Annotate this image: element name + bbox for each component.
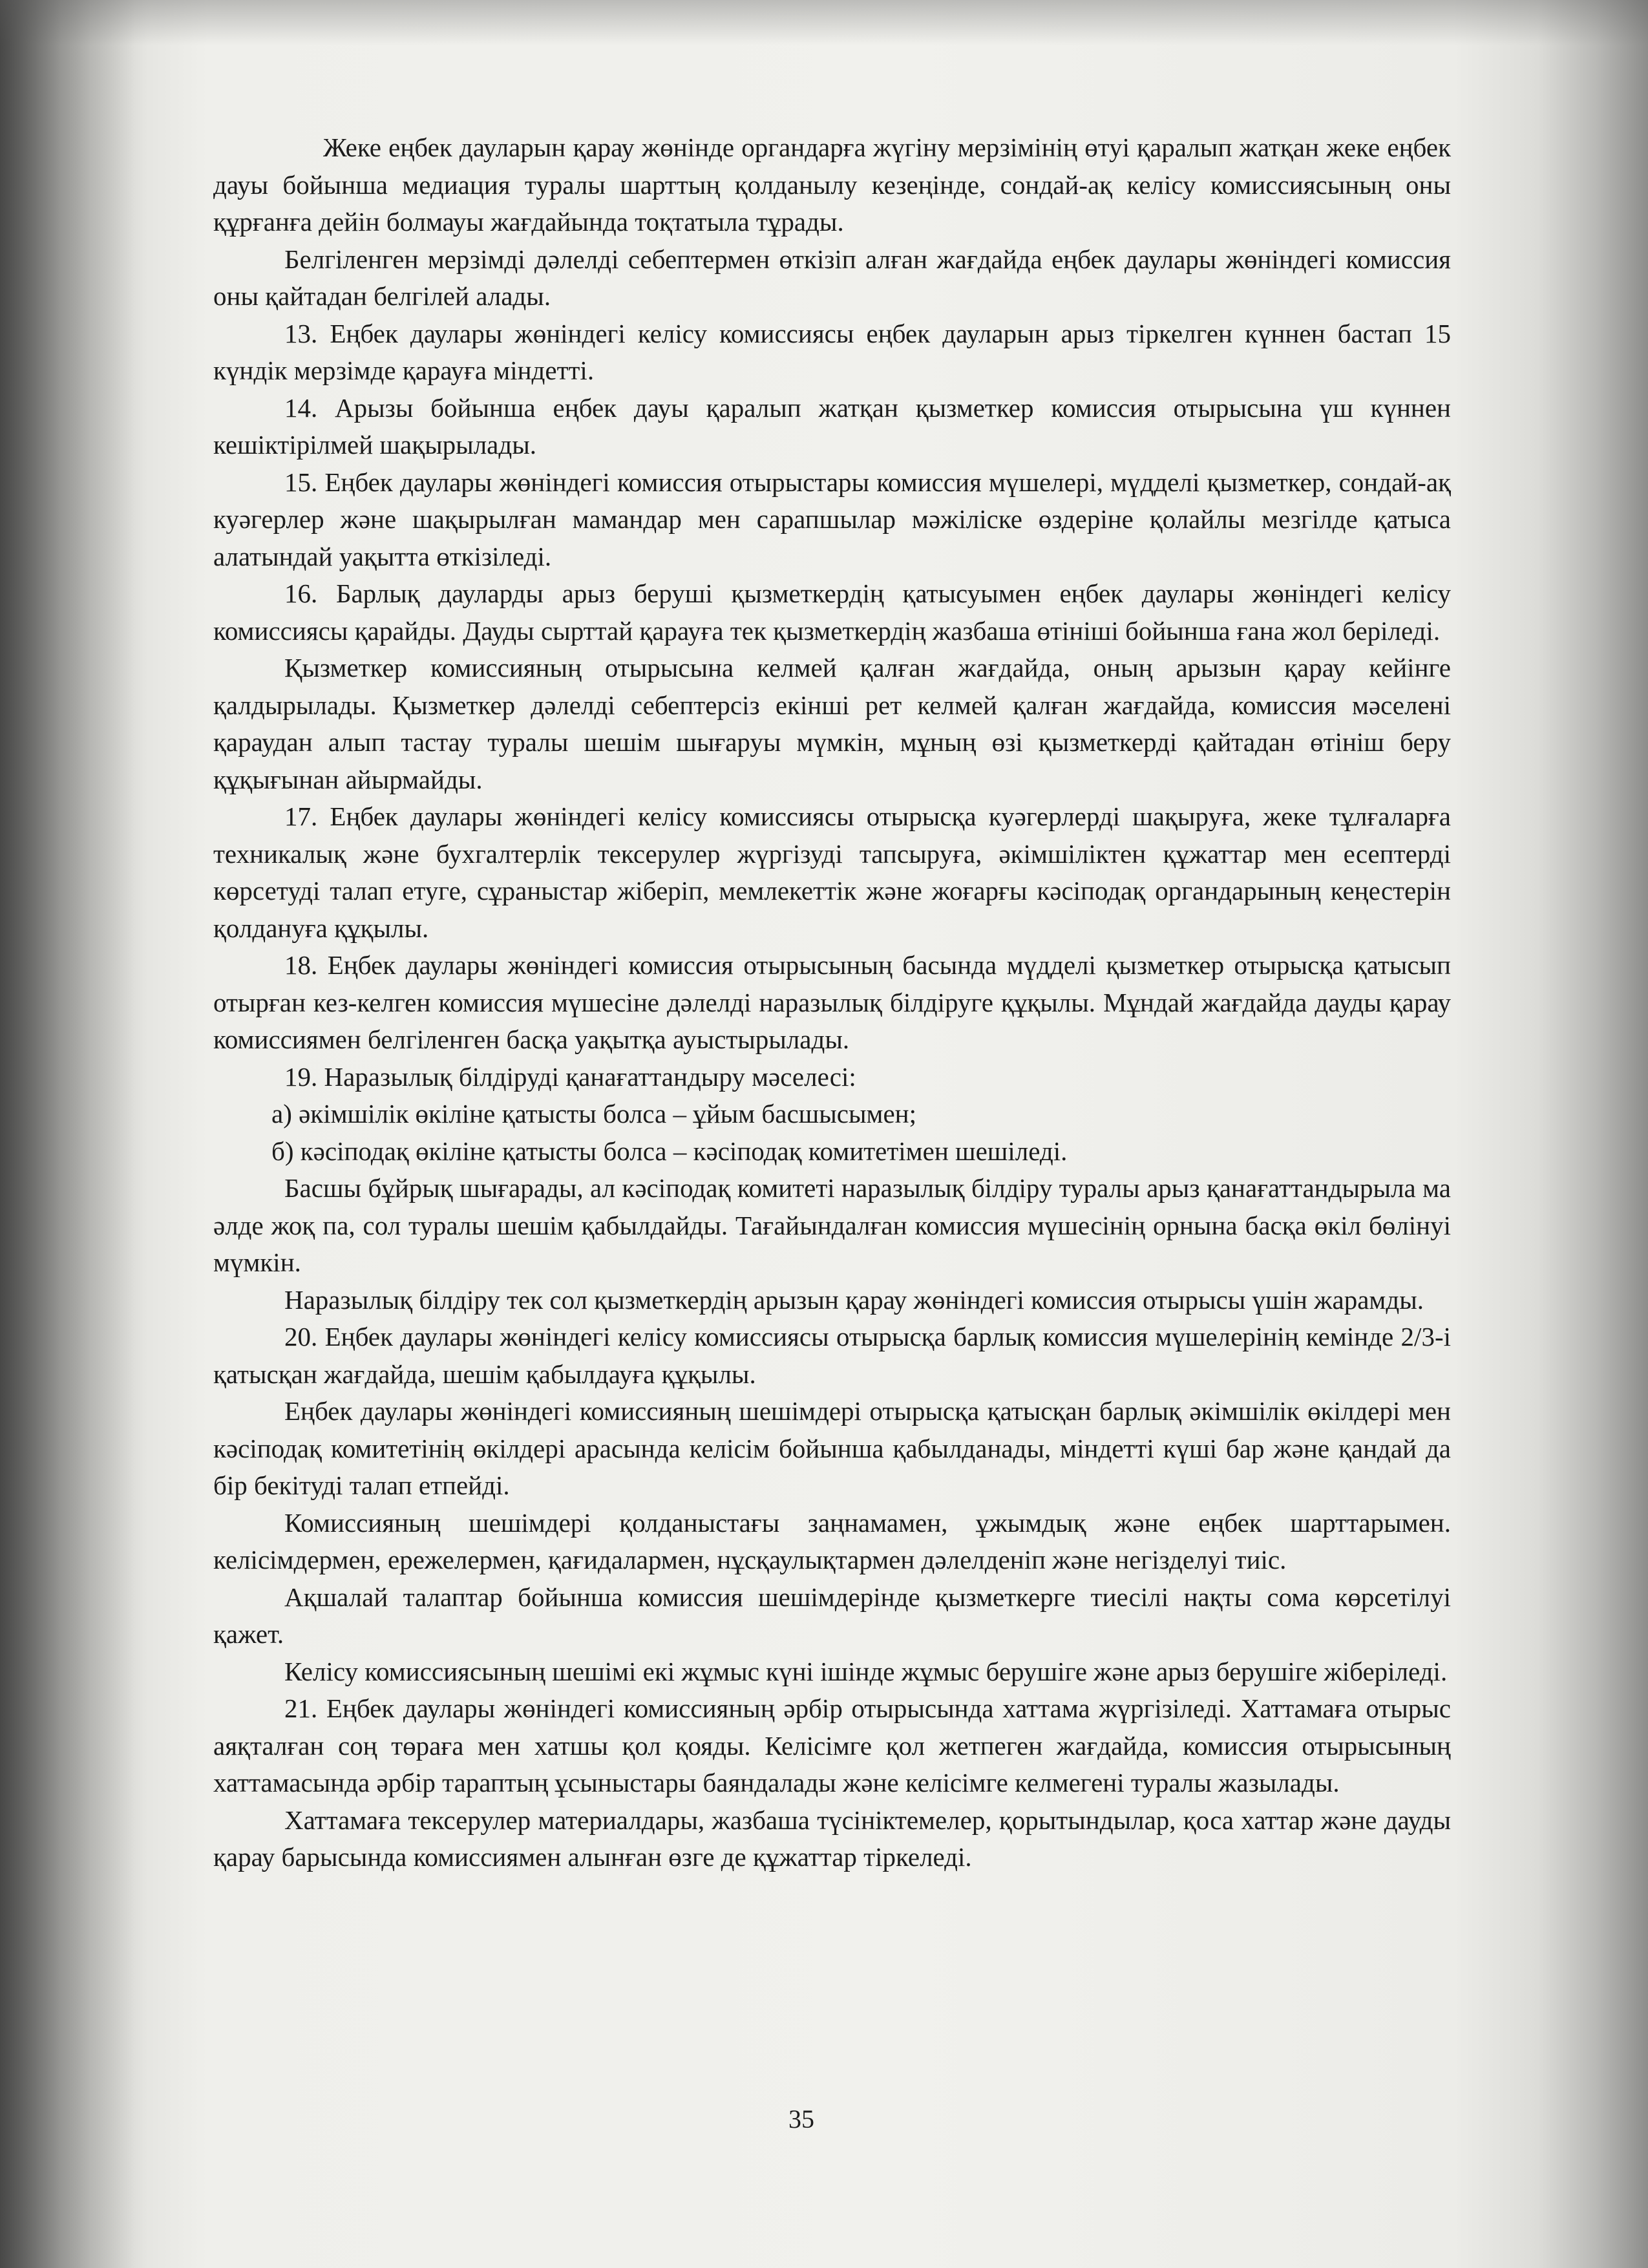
- top-edge-shadow: [0, 0, 1648, 45]
- paragraph: 16. Барлық дауларды арыз беруші қызметкердің қатысуымен еңбек даулары жөніндегі келісу комиссиясы қарайды. Дауды сырттай қарауға тек қызметкердің жазбаша өтініші бойынша ғана жол беріледі.: [213, 578, 1451, 646]
- paragraph: 15. Еңбек даулары жөніндегі комиссия отырыстары комиссия мүшелері, мүдделі қызметкер, сондай-ақ куәгерлер және шақырылған мамандар мен сарапшылар мәжіліске өздеріне қолайлы мезгілде қатыса алатындай уақытта өткізіледі.: [213, 467, 1451, 571]
- paragraph: Қызметкер комиссияның отырысына келмей қалған жағдайда, оның арызын қарау кейінге қалдырылады. Қызметкер дәлелді себептерсіз екінші рет келмей қалған жағдайда, комиссия мәселені қараудан алып тастау туралы шешім шығаруы мүмкін, мұның өзі қызметкерді қайтадан өтініш беру құқығынан айырмайды.: [213, 653, 1451, 794]
- paragraph: Белгіленген мерзімді дәлелді себептермен өткізіп алған жағдайда еңбек даулары жөніндегі комиссия оны қайтадан белгілей алады.: [213, 244, 1451, 311]
- list-item: а) әкімшілік өкіліне қатысты болса – ұйым басшысымен;: [271, 1099, 916, 1129]
- paragraph: 18. Еңбек даулары жөніндегі комиссия отырысының басында мүдделі қызметкер отырысқа қатысып отырған кез-келген комиссия мүшесіне дәлелді наразылық білдіруге құқылы. Мұндай жағдайда дауды қарау комиссиямен белгіленген басқа уақытқа ауыстырылады.: [213, 950, 1451, 1054]
- paragraph: 19. Наразылық білдіруді қанағаттандыру мәселесі:: [284, 1061, 856, 1092]
- paragraph: Ақшалай талаптар бойынша комиссия шешімдерінде қызметкерге тиесілі нақты сома көрсетілуі қажет.: [213, 1582, 1451, 1649]
- paragraph: Наразылық білдіру тек сол қызметкердің арызын қарау жөніндегі комиссия отырысы үшін жарамды.: [284, 1284, 1424, 1315]
- paragraph: Басшы бұйрық шығарады, ал кәсіподақ комитеті наразылық білдіру туралы арыз қанағаттандырыла ма әлде жоқ па, сол туралы шешім қабылдайды. Тағайындалған комиссия мүшесінің орнына басқа өкіл бөлінуі мүмкін.: [213, 1173, 1451, 1277]
- paragraph: Хаттамаға тексерулер материалдары, жазбаша түсініктемелер, қорытындылар, қоса хаттар және дауды қарау барысында комиссиямен алынған өзге де құжаттар тіркеледі.: [213, 1805, 1451, 1872]
- paragraph: Келісу комиссиясының шешімі екі жұмыс күні ішінде жұмыс берушіге және арыз берушіге жіберіледі.: [284, 1656, 1448, 1686]
- paragraph: 21. Еңбек даулары жөніндегі комиссияның әрбір отырысында хаттама жүргізіледі. Хаттамаға отырыс аяқталған соң төраға мен хатшы қол қояды. Келісімге қол жетпеген жағдайда, комиссия отырысының хаттамасында әрбір тараптың ұсыныстары баяндалады және келісімге келмегені туралы жазылады.: [213, 1693, 1451, 1797]
- page-body: [213, 129, 1451, 2217]
- list-item: б) кәсіподақ өкіліне қатысты болса – кәсіподақ комитетімен шешіледі.: [271, 1136, 1068, 1166]
- paragraph: 13. Еңбек даулары жөніндегі келісу комиссиясы еңбек дауларын арыз тіркелген күннен бастап 15 күндік мерзімде қарауға міндетті.: [213, 318, 1451, 385]
- paragraph: 20. Еңбек даулары жөніндегі келісу комиссиясы отырысқа барлық комиссия мүшелерінің кемінде 2/3-і қатысқан жағдайда, шешім қабылдауға құқылы.: [213, 1322, 1451, 1389]
- paragraph: Комиссияның шешімдері қолданыстағы заңнамамен, ұжымдық және еңбек шарттарымен. келісімдермен, ережелермен, қағидалармен, нұсқаулықтармен дәлелденіп және негізделуі тиіс.: [213, 1507, 1451, 1574]
- paragraph: 14. Арызы бойынша еңбек дауы қаралып жатқан қызметкер комиссия отырысына үш күннен кешіктірілмей шақырылады.: [213, 392, 1451, 460]
- paragraph: Жеке еңбек дауларын қарау жөнінде органдарға жүгіну мерзімінің өтуі қаралып жатқан жеке еңбек дауы бойынша медиация туралы шарттың қолданылу кезеңінде, сондай-ақ келісу комиссиясының оны құрғанға дейін болмауы жағдайында тоқтатыла тұрады.: [213, 132, 1451, 237]
- paragraph: 17. Еңбек даулары жөніндегі келісу комиссиясы отырысқа куәгерлерді шақыруға, жеке тұлғаларға техникалық және бухгалтерлік тексерулер жүргізуді тапсыруға, әкімшіліктен құжаттар мен есептерді көрсетуді талап етуге, сұраныстар жіберіп, мемлекеттік және жоғарғы кәсіподақ органдарының кеңестерін қолдануға құқылы.: [213, 801, 1451, 943]
- paragraph: Еңбек даулары жөніндегі комиссияның шешімдері отырысқа қатысқан барлық әкімшілік өкілдері мен кәсіподақ комитетінің өкілдері арасында келісім бойынша қабылданады, міндетті күші бар және қандай да бір бекітуді талап етпейді.: [213, 1396, 1451, 1500]
- page-number: 35: [788, 2104, 814, 2134]
- binding-shadow: [0, 0, 136, 2268]
